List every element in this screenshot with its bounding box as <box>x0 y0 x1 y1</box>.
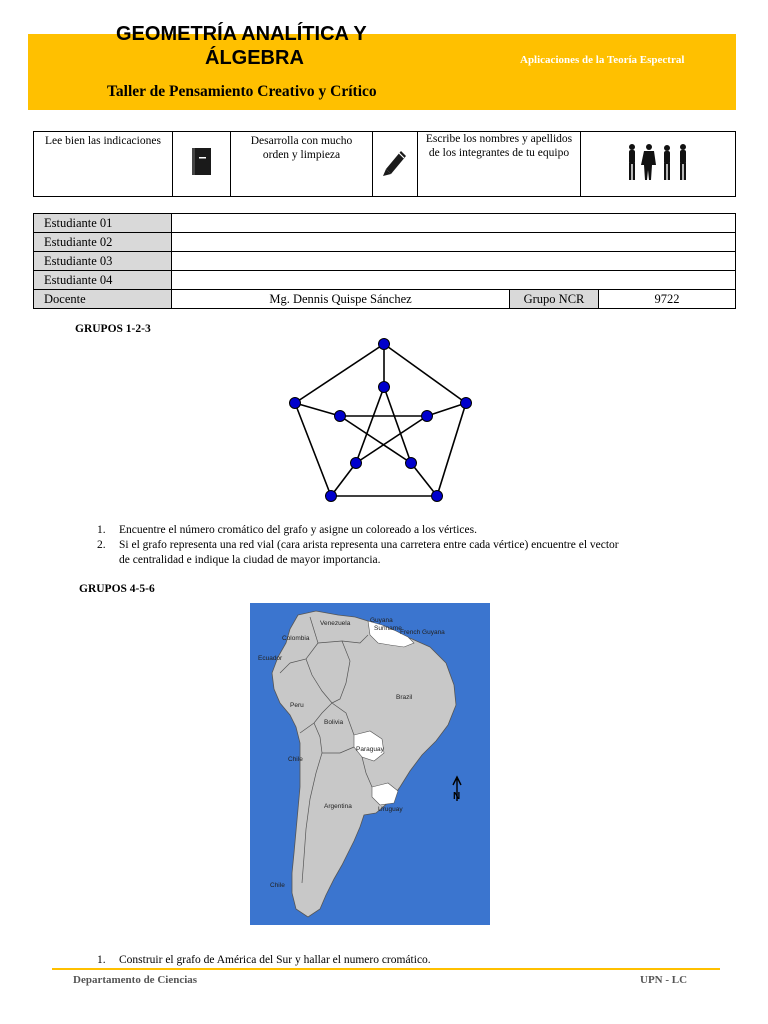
south-america-map <box>250 603 490 925</box>
petersen-graph <box>285 335 485 510</box>
question-item: 1. Construir el grafo de América del Sur y hallar el numero cromático. <box>97 954 431 966</box>
graph-edge <box>295 403 340 416</box>
footer-department: Departamento de Ciencias <box>73 974 198 986</box>
graph-edge <box>356 416 427 463</box>
graph-edge <box>427 403 466 416</box>
map-label-guyana: Guyana <box>370 617 393 624</box>
grupo-label: Grupo NCR <box>510 290 599 309</box>
map-label-chile-north: Chile <box>288 756 303 763</box>
graph-edge <box>411 463 437 496</box>
instruction-read: Lee bien las indicaciones <box>34 132 173 197</box>
topic-label: Aplicaciones de la Teoría Espectral <box>520 54 685 66</box>
map-label-venezuela: Venezuela <box>320 620 351 627</box>
graph-vertex <box>461 398 472 409</box>
map-label-suriname: Suriname <box>374 625 402 632</box>
student-label: Estudiante 02 <box>34 233 172 252</box>
groups-1-title: GRUPOS 1-2-3 <box>75 323 151 335</box>
question-item: 1. Encuentre el número cromático del grafo y asigne un coloreado a los vértices. <box>97 524 477 536</box>
graph-vertex <box>335 411 346 422</box>
groups-2-title: GRUPOS 4-5-6 <box>79 583 155 595</box>
map-label-french-guyana: French Guyana <box>400 629 445 636</box>
map-label-paraguay: Paraguay <box>356 746 384 753</box>
students-table <box>33 213 736 309</box>
groups-2-questions <box>97 953 717 968</box>
student-label: Estudiante 04 <box>34 271 172 290</box>
map-label-argentina: Argentina <box>324 803 352 810</box>
graph-vertex <box>422 411 433 422</box>
map-label-colombia: Colombia <box>282 635 310 642</box>
table-row <box>34 233 736 252</box>
graph-edge <box>295 344 384 403</box>
instruction-order: Desarrolla con mucho orden y limpieza <box>231 132 373 197</box>
table-row <box>34 271 736 290</box>
map-label-peru: Peru <box>290 702 304 709</box>
graph-edge <box>340 416 411 463</box>
graph-edge <box>384 344 466 403</box>
student-label: Estudiante 03 <box>34 252 172 271</box>
map-label-chile-south: Chile <box>270 882 285 889</box>
north-label: N <box>453 791 461 802</box>
graph-vertex <box>351 458 362 469</box>
groups-1-questions <box>97 523 717 568</box>
table-row <box>34 252 736 271</box>
people-silhouettes-icon <box>623 142 693 182</box>
question-item: 2. Si el grafo representa una red vial (cara arista representa una carretera entre cada vértice) encuentre el vector de centralidad e indique la ciudad de mayor importancia. <box>97 539 619 566</box>
map-label-brazil: Brazil <box>396 694 413 701</box>
pencil-icon <box>380 147 410 177</box>
grupo-value: 9722 <box>599 290 736 309</box>
footer-institution: UPN - LC <box>640 974 688 986</box>
workshop-subtitle: Taller de Pensamiento Creativo y Crítico <box>107 83 377 100</box>
course-title-line1: GEOMETRÍA ANALÍTICA Y <box>116 23 367 45</box>
graph-vertex <box>379 339 390 350</box>
table-row <box>34 290 736 309</box>
student-label: Estudiante 01 <box>34 214 172 233</box>
graph-edge <box>356 387 384 463</box>
map-label-bolivia: Bolivia <box>324 719 344 726</box>
course-title-line2: ÁLGEBRA <box>205 47 304 69</box>
footer-divider <box>52 968 720 970</box>
graph-vertex <box>432 491 443 502</box>
map-label-uruguay: Uruguay <box>378 806 403 813</box>
student-name-field[interactable] <box>172 252 736 271</box>
docente-label: Docente <box>34 290 172 309</box>
notebook-icon <box>191 147 213 177</box>
graph-edge <box>437 403 466 496</box>
graph-vertex <box>406 458 417 469</box>
instructions-table <box>33 131 736 197</box>
graph-vertex <box>326 491 337 502</box>
student-name-field[interactable] <box>172 271 736 290</box>
map-label-ecuador: Ecuador <box>258 655 283 662</box>
graph-edge <box>295 403 331 496</box>
instruction-names: Escribe los nombres y apellidos de los integrantes de tu equipo <box>418 132 581 197</box>
graph-vertex <box>290 398 301 409</box>
table-row <box>34 214 736 233</box>
graph-vertex <box>379 382 390 393</box>
docente-value: Mg. Dennis Quispe Sánchez <box>172 290 510 309</box>
student-name-field[interactable] <box>172 233 736 252</box>
student-name-field[interactable] <box>172 214 736 233</box>
graph-edge <box>331 463 356 496</box>
graph-edge <box>384 387 411 463</box>
